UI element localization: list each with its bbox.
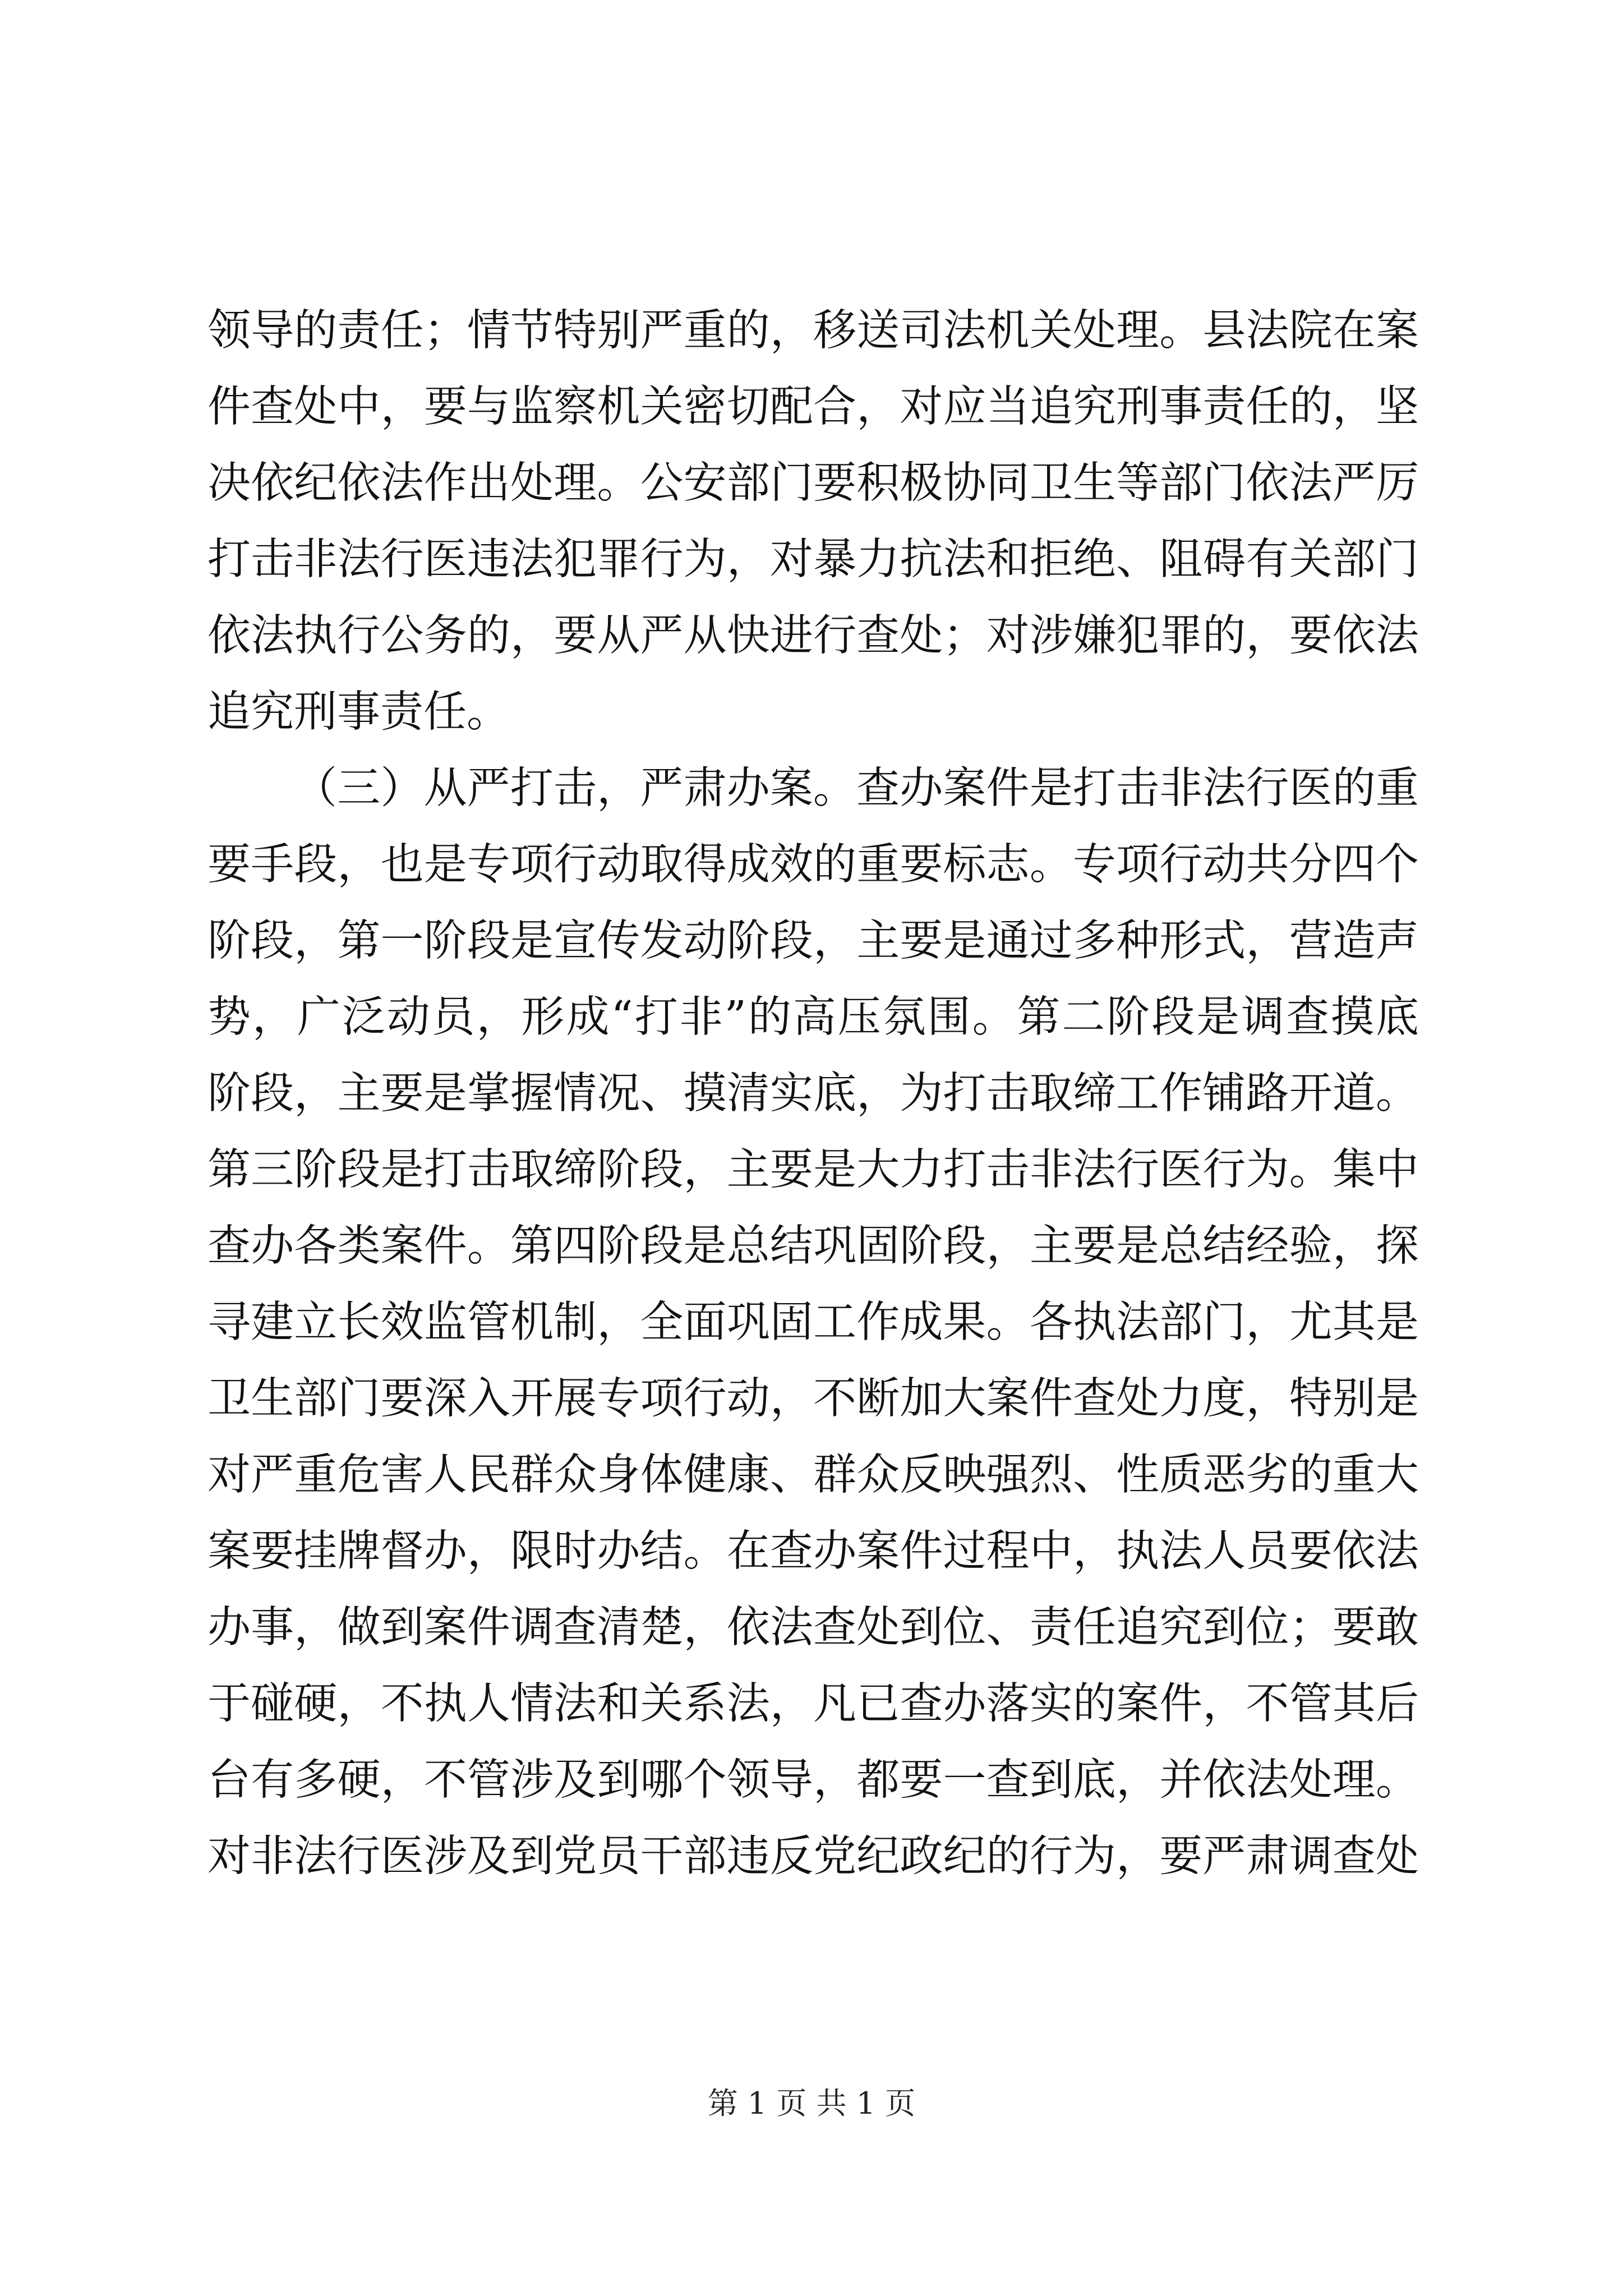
text-line: 领导的责任；情节特别严重的，移送司法机关处理。县法院在案 [208, 306, 1419, 356]
text-line: （三）从严打击，严肃办案。查办案件是打击非法行医的重 [294, 763, 1419, 813]
text-line: 打击非法行医违法犯罪行为，对暴力抗法和拒绝、阻碍有关部门 [208, 535, 1419, 585]
text-line: 件查处中，要与监察机关密切配合，对应当追究刑事责任的，坚 [208, 382, 1419, 432]
text-line: 于碰硬，不执人情法和关系法，凡已查办落实的案件，不管其后 [208, 1679, 1419, 1729]
text-line: 寻建立长效监管机制，全面巩固工作成果。各执法部门，尤其是 [208, 1297, 1419, 1347]
text-line: 阶段，主要是掌握情况、摸清实底，为打击取缔工作铺路开道。 [208, 1069, 1419, 1119]
page-number-label: 第 1 页 共 1 页 [707, 2086, 916, 2121]
text-line: 办事，做到案件调查清楚，依法查处到位、责任追究到位；要敢 [208, 1603, 1419, 1653]
text-line: 案要挂牌督办，限时办结。在查办案件过程中，执法人员要依法 [208, 1526, 1419, 1576]
text-line: 台有多硬，不管涉及到哪个领导，都要一查到底，并依法处理。 [208, 1755, 1419, 1805]
text-line: 对严重危害人民群众身体健康、群众反映强烈、性质恶劣的重大 [208, 1450, 1419, 1500]
text-line: 查办各类案件。第四阶段是总结巩固阶段，主要是总结经验，探 [208, 1221, 1419, 1271]
text-line: 要手段，也是专项行动取得成效的重要标志。专项行动共分四个 [208, 840, 1419, 890]
text-line: 势，广泛动员，形成“打非”的高压氛围。第二阶段是调查摸底 [208, 992, 1419, 1042]
text-line: 追究刑事责任。 [208, 687, 510, 737]
text-line: 对非法行医涉及到党员干部违反党纪政纪的行为，要严肃调查处 [208, 1832, 1419, 1881]
text-line: 卫生部门要深入开展专项行动，不断加大案件查处力度，特别是 [208, 1374, 1419, 1424]
text-line: 决依纪依法作出处理。公安部门要积极协同卫生等部门依法严厉 [208, 458, 1419, 508]
body-text [208, 293, 1419, 1895]
text-line: 阶段，第一阶段是宣传发动阶段，主要是通过多种形式，营造声 [208, 916, 1419, 966]
text-line: 第三阶段是打击取缔阶段，主要是大力打击非法行医行为。集中 [208, 1145, 1419, 1195]
text-line: 依法执行公务的，要从严从快进行查处；对涉嫌犯罪的，要依法 [208, 611, 1419, 661]
page-footer [0, 2081, 1623, 2126]
